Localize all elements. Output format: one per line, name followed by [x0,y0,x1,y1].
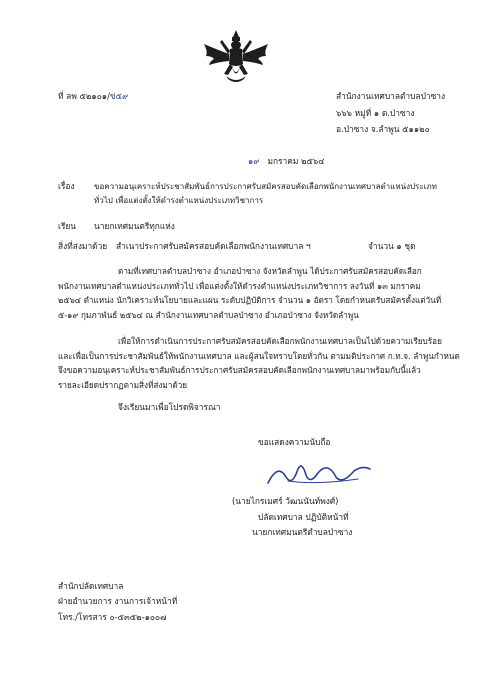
ref-handwritten: ข่๕๙ [109,91,129,101]
signer-title-2: นายกเทศมนตรีตำบลป่าซาง [252,527,353,537]
body-p2-line-2: และเพื่อเป็นการประชาสัมพันธ์ให้พนักงานเทศบาล และผู้สนใจทราบโดยทั่วกัน ตามมติประกาศ ก.ท.จ. ลำพูนกำหนด [58,350,460,361]
signer-name: (นายไกรเมศร์ วัฒนนันท์พงศ์) [232,496,339,506]
subject-label: เรื่อง [58,181,75,191]
body-p1-line-1: ตามที่เทศบาลตำบลป่าซาง อำเภอป่าซาง จังหวัดลำพูน ได้ประกาศรับสมัครสอบคัดเลือก [118,266,422,276]
footer-line-3: โทร./โทรสาร ๐-๕๓๕๒-๑๐๐๗ [58,612,167,622]
salutation-text: นายกเทศมนตรีทุกแห่ง [94,221,175,231]
sender-line-2: ๖๖๖ หมู่ที่ ๑ ต.ป่าซาง [336,108,415,118]
subject-line-2: ทั่วไป เพื่อแต่งตั้งให้ดำรงตำแหน่งประเภทวิชาการ [94,196,264,205]
enclosure-text: สำเนาประกาศรับสมัครสอบคัดเลือกพนักงานเทศบาล ฯ [116,241,311,251]
sender-line-3: อ.ป่าซาง จ.ลำพูน ๕๑๑๒๐ [336,124,430,134]
salutation-label: เรียน [58,221,76,231]
body-paragraph-1 [58,264,441,322]
date-month-year: มกราคม ๒๕๖๔ [267,156,325,166]
enclosure-label: สิ่งที่ส่งมาด้วย [58,241,108,251]
closing-request: จึงเรียนมาเพื่อโปรดพิจารณา [118,402,221,412]
body-p1-line-4: ๕-๑๙ กุมภาพันธ์ ๒๕๖๔ ณ สำนักงานเทศบาลตำบลป่าซาง อำเภอป่าซาง จังหวัดลำพูน [58,309,359,320]
letter-date [248,156,325,167]
footer-line-2: ฝ่ายอำนวยการ งานการเจ้าหน้าที่ [58,596,178,606]
body-p2-line-1: เพื่อให้การดำเนินการประกาศรับสมัครสอบคัดเลือกพนักงานเทศบาลเป็นไปด้วยความเรียบร้อย [118,336,442,346]
body-paragraph-2 [58,334,460,392]
body-p1-line-2: พนักงานเทศบาลตำแหน่งประเภททั่วไป เพื่อแต่งตั้งให้ดำรงตำแหน่งประเภทวิชาการ ลงวันที่ ๑๓ มกราคม [58,280,421,291]
body-p2-line-4: รายละเอียดปรากฏตามสิ่งที่ส่งมาด้วย [58,379,188,390]
signature-icon [258,455,378,495]
footer-line-1: สำนักปลัดเทศบาล [58,581,124,591]
subject-line-1: ขอความอนุเคราะห์ประชาสัมพันธ์การประกาศรับสมัครสอบคัดเลือกพนักงานเทศบาลตำแหน่งประเภท [94,182,437,191]
sender-line-1: สำนักงานเทศบาลตำบลป่าซาง [336,91,446,101]
body-p1-line-3: ๒๕๖๔ ตำแหน่ง นักวิเคราะห์นโยบายและแผน ระดับปฏิบัติการ จำนวน ๑ อัตรา โดยกำหนดรับสมัครตั้งแต่วันที่ [58,295,442,305]
enclosure-quantity: จำนวน ๑ ชุด [368,241,416,251]
ref-number: ๕๒๑๐๑/ [79,91,110,101]
ref-prefix: ที่ ลพ [58,91,77,101]
closing-text: ขอแสดงความนับถือ [258,437,331,447]
date-day: ๑๙ [248,156,260,166]
signer-title-1: ปลัดเทศบาล ปฏิบัติหน้าที่ [258,512,349,522]
garuda-emblem-icon [200,28,272,88]
body-p2-line-3: จึงขอความอนุเคราะห์ประชาสัมพันธ์การประกาศรับสมัครสอบคัดเลือกพนักงานเทศบาลมาพร้อมกับนี้แล้ว [58,365,421,375]
